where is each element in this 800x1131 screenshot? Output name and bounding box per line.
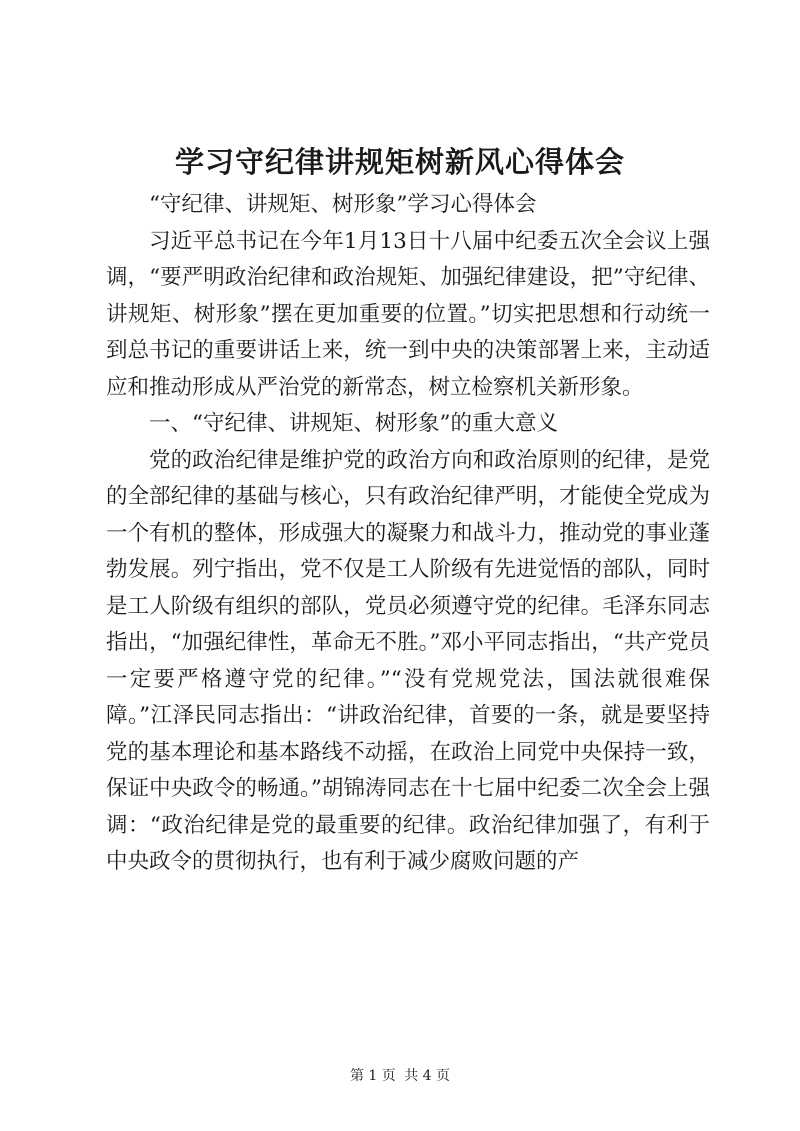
section-heading: 一、“守纪律、讲规矩、树形象”的重大意义 [149, 411, 558, 436]
document-subtitle: “守纪律、讲规矩、树形象”学习心得体会 [149, 192, 537, 217]
page-number: 第 1 页 [349, 1068, 396, 1084]
page-total: 共 4 页 [404, 1068, 451, 1084]
page-footer [0, 1066, 800, 1086]
body-paragraph: 党的政治纪律是维护党的政治方向和政治原则的纪律，是党的全部纪律的基础与核心，只有政治纪律严明，才能使全党成为一个有机的整体，形成强大的凝聚力和战斗力，推动党的事业蓬勃发展。列宁指出，党不仅是工人阶级有先进觉悟的部队，同时是工人阶级有组织的部队，党员必须遵守党的纪律。毛泽东同志指出，“加强纪律性，革命无不胜。”邓小平同志指出，“共产党员一定要严格遵守党的纪律。”“没有党规党法，国法就很难保障。”江泽民同志指出：“讲政治纪律，首要的一条，就是要坚持党的基本理论和基本路线不动摇，在政治上同党中央保持一致，保证中央政令的畅通。”胡锦涛同志在十七届中纪委二次全会上强调：“政治纪律是党的最重要的纪律。政治纪律加强了，有利于中央政令的贯彻执行，也有利于减少腐败问题的产 [106, 447, 710, 874]
document-body [106, 187, 710, 881]
body-paragraph: 习近平总书记在今年1月13日十八届中纪委五次全会议上强调，“要严明政治纪律和政治规矩、加强纪律建设，把”守纪律、讲规矩、树形象”摆在更加重要的位置。”切实把思想和行动统一到总书记的重要讲话上来，统一到中央的决策部署上来，主动适应和推动形成从严治党的新常态，树立检察机关新形象。 [106, 228, 710, 400]
document-title: 学习守纪律讲规矩树新风心得体会 [174, 145, 625, 179]
